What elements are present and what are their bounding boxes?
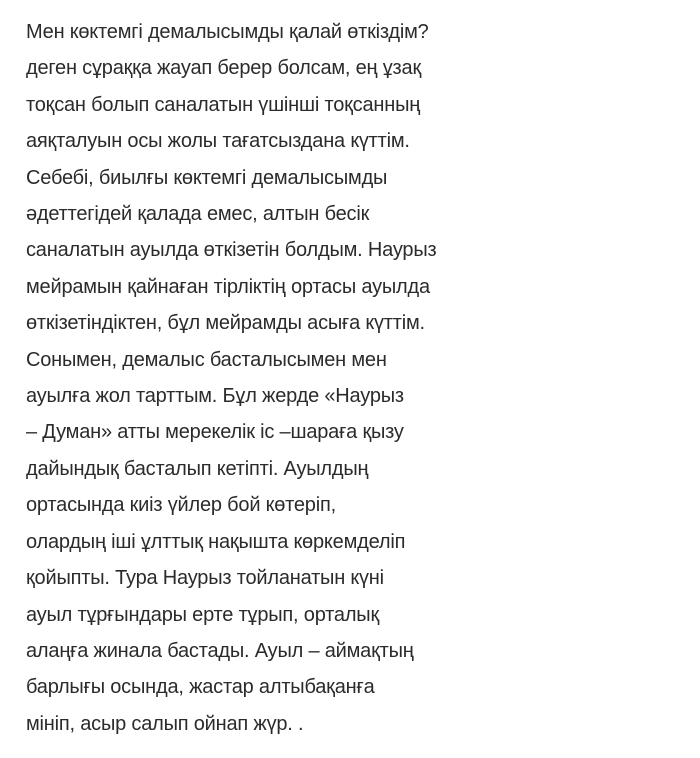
text-line: Сонымен, демалыс басталысымен мен	[26, 348, 387, 371]
text-line: ауылға жол тарттым. Бұл жерде «Наурыз	[26, 385, 404, 408]
text-line: ауыл тұрғындары ерте тұрып, орталық	[26, 603, 380, 626]
text-line: аяқталуын осы жолы тағатсыздана күттім.	[26, 130, 410, 153]
text-line: ортасында киіз үйлер бой көтеріп,	[26, 494, 336, 517]
text-line: мініп, асыр салып ойнап жүр. .	[26, 712, 304, 735]
text-line: алаңға жинала бастады. Ауыл – аймақтың	[26, 639, 414, 662]
text-line: дайындық басталып кетіпті. Ауылдың	[26, 457, 369, 480]
text-line: тоқсан болып саналатын үшінші тоқсанның	[26, 93, 421, 116]
text-line: олардың іші ұлттық нақышта көркемделіп	[26, 530, 406, 553]
essay-text	[26, 14, 698, 742]
text-line: Мен көктемгі демалысымды қалай өткіздім?	[26, 21, 429, 43]
text-line: саналатын ауылда өткізетін болдым. Наурыз	[26, 239, 437, 262]
text-line: Себебі, биылғы көктемгі демалысымды	[26, 166, 388, 189]
text-line: әдеттегідей қалада емес, алтын бесік	[26, 203, 370, 226]
text-line: қойыпты. Тура Наурыз тойланатын күні	[26, 567, 384, 590]
text-line: барлығы осында, жастар алтыбақанға	[26, 676, 375, 699]
text-line: өткізетіндіктен, бұл мейрамды асыға күттім.	[26, 312, 425, 335]
text-line: – Думан» атты мерекелік іс –шараға қызу	[26, 421, 404, 444]
text-line: мейрамын қайнаған тірліктің ортасы ауылда	[26, 275, 430, 298]
text-line: деген сұраққа жауап берер болсам, ең ұзақ	[26, 57, 422, 80]
